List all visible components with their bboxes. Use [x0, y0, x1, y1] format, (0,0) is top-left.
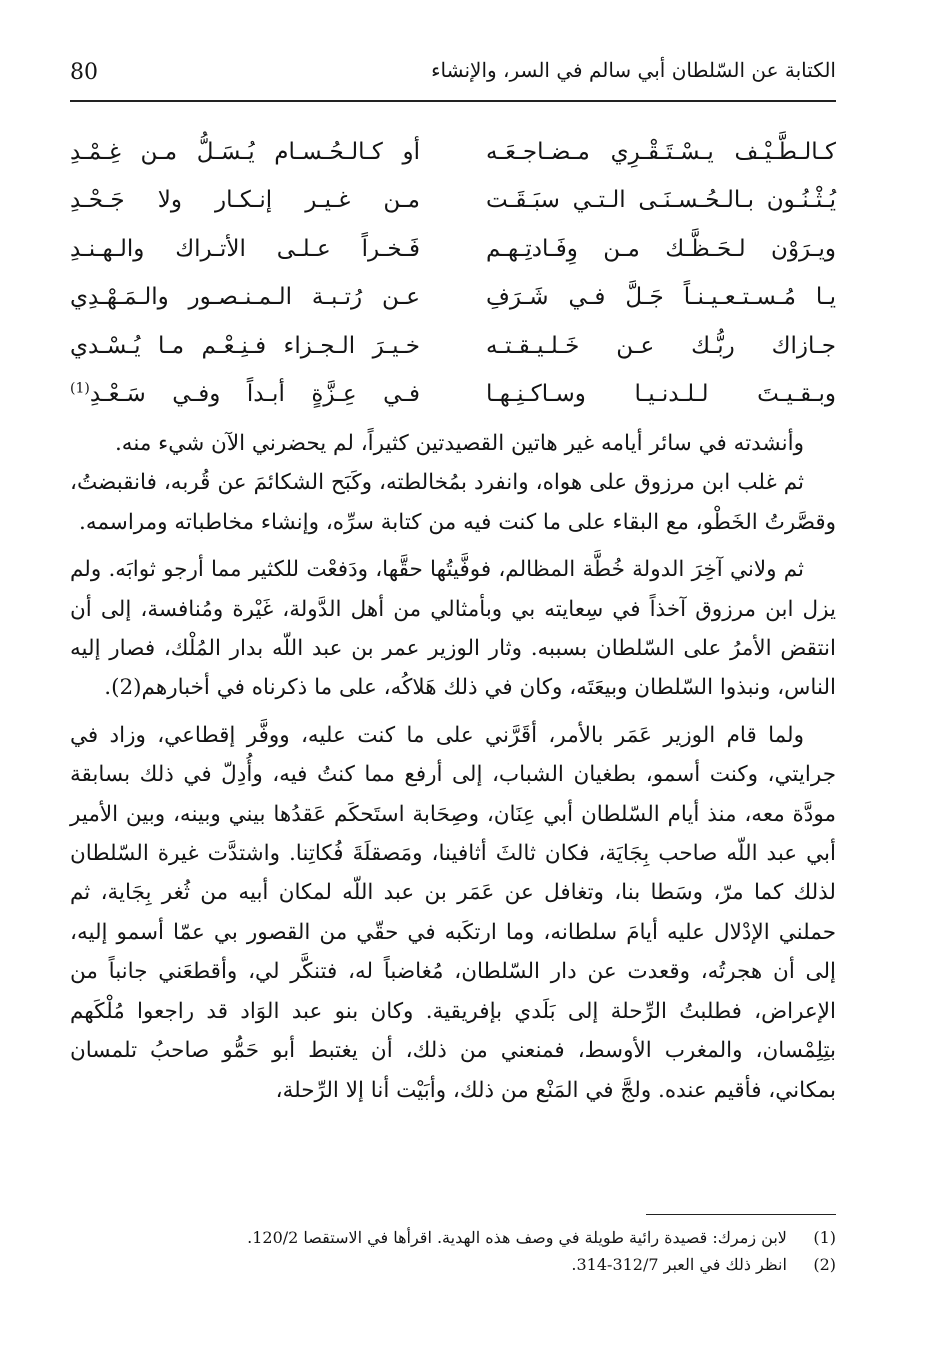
verse-second-hemistich: عـن رُتـبـة الـمـنـصـور والـمَـهْـدِي — [70, 284, 420, 311]
footnote — [106, 1251, 836, 1278]
verse-second-hemistich: خـيـرَ الـجـزاء فـنِـعْـم مـا يُـسْـدي — [70, 332, 420, 359]
footnote-text: انظر ذلك في العبر 312/7-314. — [571, 1255, 787, 1274]
footnote — [106, 1224, 836, 1251]
footnote-rule — [646, 1214, 836, 1215]
paragraph: ثم ولاني آخِرَ الدولة خُطَّة المظالم، فوفَّيتُها حقَّها، ودَفعْت للكثير مما أرجو ثوابَه. ولم يزل ابن مرزوق آخذاً في سِعايته بي وبأمثالي من أهل الدَّولة، غَيْرة ومُنافسة، إلى أن انتقض الأمرُ على السّلطان بسببه. وثار الوزير عمر بن عبد اللّه بدار المُلْك، فصار إليه الناس، ونبذوا السّلطان وبيعَتَه، وكان في ذلك هَلاكُه، على ما ذكرناه في أخبارهم(2). — [70, 557, 836, 701]
footnote-number: (1) — [813, 1228, 836, 1247]
verse-first-hemistich: يـا مُـسـتـعـيـنـاً جَـلَّ فـي شَـرَفِ — [486, 284, 836, 311]
running-title: الكتابة عن السّلطان أبي سالم في السر، والإنشاء — [431, 58, 836, 82]
verse-second-hemistich: فَـخـراً عـلـى الأتـراك والـهـنـدِ — [70, 235, 420, 262]
verse-first-hemistich: ويـرَوْن لـحَـظَّـك مـن وِفَـادتِـهـم — [486, 235, 836, 262]
verse-first-hemistich: يُـثْـنُـون بـالـحُـسـنَـى الـتـي سبَـقَـت — [486, 187, 836, 214]
poem-verse — [70, 176, 836, 224]
footnotes — [106, 1224, 836, 1278]
verse-first-hemistich: جـازاك ربُّـك عـن خَـلـيـقـتـه — [486, 332, 836, 359]
verse-second-hemistich: مـن غـيـر إنـكـار ولا جَـحْـدِ — [70, 187, 420, 214]
poem-verse — [70, 128, 836, 176]
poem-verse — [70, 322, 836, 370]
verse-first-hemistich: كـالـطَّـيْـف يـسْـتَـقْـرِي مـضـاجـعَـه — [486, 139, 836, 165]
body-text — [70, 424, 836, 1110]
verse-text: فـي عِـزَّةٍ أبـداً وفـي سَـعْـدِ — [89, 380, 420, 407]
poem — [70, 128, 836, 418]
paragraph: وأنشدته في سائر أيامه غير هاتين القصيدتين كثيراً، لم يحضرني الآن شيء منه. — [114, 431, 804, 456]
verse-second-hemistich — [70, 370, 420, 418]
page-header — [70, 58, 836, 94]
poem-verse — [70, 225, 836, 273]
page-number: 80 — [70, 60, 98, 85]
verse-first-hemistich: وبـقـيـتَ لـلـدنـيـا وسـاكـنِـهـا — [486, 380, 836, 407]
footnote-marker: (1) — [70, 380, 90, 397]
paragraph: ثم غلب ابن مرزوق على هواه، وانفرد بمُخالطته، وكَبَح الشكائمَ عن قُربه، فانقبضتُ، وقصَّرتُ الخَطْو، مع البقاء على ما كنت فيه من كتابة سرِّه، وإنشاء مخاطباته ومراسمه. — [70, 470, 836, 535]
verse-second-hemistich: أو كـالـحُـسـام يُـسَـلُّ مـن غِـمْـدِ — [70, 139, 420, 165]
paragraph: ولما قام الوزير عَمَر بالأمر، أقَرَّني على ما كنت عليه، ووفَّر إقطاعي، وزاد في جرايتي، وكنت أسمو، بطغيان الشباب، إلى أرفع مما كنتُ فيه، وأُدِلّ في ذلك بسابقة مودَّة معه، منذ أيام السّلطان أبي عِنَان، وصِحَابة استَحكَم عَقدُها بيني وبينه، وبين الأمير أبي عبد اللّه صاحب بِجَايَة، فكان ثالثَ أثافينا، ومَصقلَةَ فُكاتِنا. واشتدَّت غيرة السّلطان لذلك كما مرّ، وسَطا بنا، وتغافل عن عَمَر بن عبد اللّه لمكان أبيه من ثُغر بِجَاية، ثم حملني الإدْلال عليه أيامَ سلطانه، وما ارتكَبه في حقّي من القصور بي عمّا أسمو إليه، إلى أن هجرتُه، وقعدت عن دار السّلطان، مُغاضباً له، فتنكَّر لي، وأقطعَني جانباً من الإعراض، فطلبتُ الرِّحلة إلى بَلَدي بإفريقية. وكان بنو عبد الوَاد قد راجعوا مُلْكَهم بتِلِمْسان، والمغرب الأوسط، فمنعني من ذلك، أن يغتبط أبو حَمُّو صاحبُ تلمسان بمكاني، فأقيم عنده. ولجَّ في المَنْع من ذلك، وأبَيْت أنا إلا الرِّحلة، — [70, 722, 836, 1103]
header-rule — [70, 100, 836, 102]
poem-verse — [70, 370, 836, 418]
poem-verse — [70, 273, 836, 321]
footnote-number: (2) — [813, 1255, 836, 1274]
footnote-text: لابن زمرك: قصيدة رائية طويلة في وصف هذه الهدية. اقرأها في الاستقصا 120/2. — [247, 1228, 787, 1247]
